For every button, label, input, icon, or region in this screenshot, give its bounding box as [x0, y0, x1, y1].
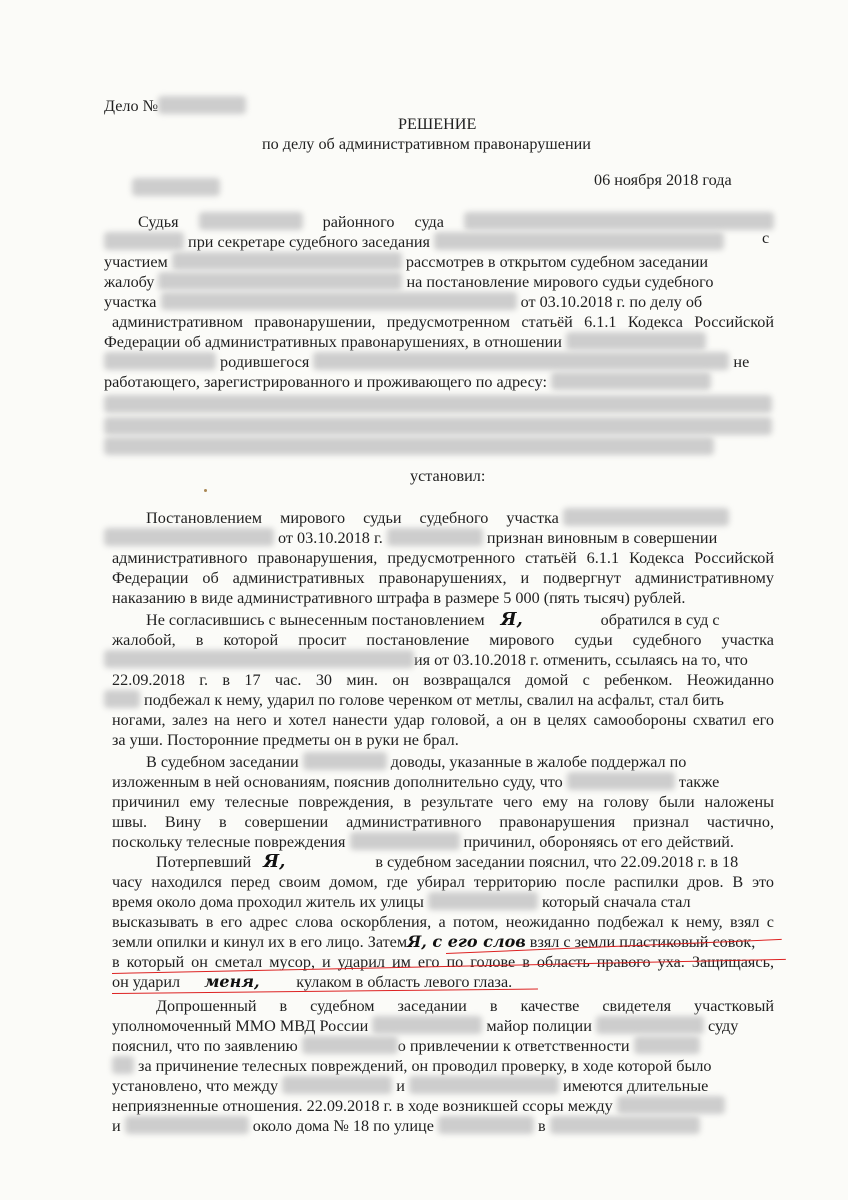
p2-line-7: за уши. Посторонние предметы он в руки не брал.: [112, 731, 459, 749]
redaction: [551, 372, 711, 390]
p4-line-5: [112, 932, 755, 952]
text: ия от 03.10.2018 г. отменить, ссылаясь на то, что: [414, 651, 748, 669]
redaction: [158, 272, 402, 290]
p1-line-5: наказанию в виде административного штрафа в размере 5 000 (пять тысяч) рублей.: [112, 589, 686, 607]
text: признан виновным в совершении: [486, 529, 718, 547]
p5-line-4: [112, 1056, 712, 1076]
redaction: [617, 1096, 725, 1114]
p3-line-5: [112, 832, 734, 852]
text: родившегося: [220, 353, 310, 371]
redaction: [409, 1076, 559, 1094]
address-redacted: [104, 395, 772, 415]
intro-line-7: [104, 332, 706, 352]
text: он ударил: [112, 973, 181, 991]
p1-line-3: административного правонарушения, предусмотренного статьёй 6.1.1 Кодекса Российской: [112, 549, 774, 567]
text: неприязненные отношения. 22.09.2018 г. в ходе возникшей ссоры между: [112, 1097, 613, 1115]
redaction: [161, 292, 517, 310]
p4-line-2: часу находился перед своим домом, где убирал территорию после распилки дров. В это: [112, 873, 774, 891]
redaction: [566, 332, 706, 350]
p5-line-7: [112, 1116, 700, 1136]
redaction: [550, 1116, 700, 1134]
intro-line-2: [104, 232, 724, 252]
address-redacted: [104, 437, 714, 457]
p4-line-4: высказывать в его адрес слова оскорбления, а потом, неожиданно подбежал к нему, взял с: [112, 913, 774, 931]
text: о привлечении к ответственности: [397, 1037, 630, 1055]
p2-line-3: [104, 650, 748, 670]
p1-line-4: Федерации об административных правонарушениях, и подвергнут административному: [112, 569, 774, 587]
text: причинил, обороняясь от его действий.: [463, 833, 734, 851]
text: уполномоченный ММО МВД России: [112, 1017, 369, 1035]
text: от 03.10.2018 г. по делу об: [520, 293, 703, 311]
speck: [204, 489, 207, 492]
text: с: [762, 229, 770, 247]
text: суду: [707, 1017, 739, 1035]
intro-line-6: административном правонарушении, предусмотренном статьёй 6.1.1 Кодекса Российской: [112, 313, 774, 331]
p5-line-6: [112, 1096, 725, 1116]
p3-line-1: [146, 752, 686, 772]
redaction: [350, 832, 460, 850]
document-subtitle: по делу об административном правонарушении: [262, 135, 591, 153]
text: на постановление мирового судьи судебного: [406, 273, 714, 291]
redaction: [199, 212, 303, 230]
text: около дома № 18 по улице: [252, 1117, 434, 1135]
text: взял с земли пластиковый совок,: [529, 933, 756, 951]
p1-line-1: [146, 508, 729, 528]
redaction: [372, 1016, 482, 1034]
p2-line-6: ногами, залез на него и хотел нанести удар головой, а он в целях самообороны схватил его: [112, 711, 774, 729]
text: работающего, зарегистрированного и проживающего по адресу:: [104, 373, 547, 391]
text: земли опилки и кинул их в его лицо. Затем: [112, 933, 408, 951]
text: Потерпевший: [156, 853, 252, 871]
redaction: [104, 437, 714, 455]
redaction: [172, 252, 402, 270]
redaction: [387, 528, 483, 546]
redaction: [563, 508, 729, 526]
text: установлено, что между: [112, 1077, 279, 1095]
redaction: [104, 690, 140, 708]
address-redacted: [104, 417, 772, 437]
redaction: [104, 352, 216, 370]
p3-line-2: [112, 772, 719, 792]
text: подбежал к нему, ударил по голове черенком от метлы, свалил на асфальт, стал бить: [144, 691, 724, 709]
location-redacted: [132, 178, 220, 198]
redaction: [104, 528, 274, 546]
handwritten-insert: меня,: [204, 972, 260, 991]
handwritten-insert: Я,: [263, 851, 286, 872]
handwritten-insert: Я,: [500, 609, 523, 630]
p3-line-3: причинил ему телесные повреждения, в результате чего ему на голову были наложены: [112, 793, 774, 811]
text: также: [678, 773, 720, 791]
text: Постановлением мирового судьи судебного участка: [146, 509, 559, 527]
redaction: [104, 417, 772, 435]
redaction: [282, 1076, 392, 1094]
intro-line-5: [104, 292, 702, 312]
p2-line-4: 22.09.2018 г. в 17 час. 30 мин. он возвращался домой с ребенком. Неожиданно: [112, 671, 774, 689]
text: от 03.10.2018 г.: [278, 529, 383, 547]
redaction: [132, 178, 220, 196]
text: участием: [104, 253, 168, 271]
text: и: [396, 1077, 405, 1095]
intro-line-9: [104, 372, 711, 392]
redaction: [438, 1116, 534, 1134]
text: который сначала стал: [542, 893, 691, 911]
text: при секретаре судебного заседания: [188, 233, 430, 251]
redaction: [158, 96, 246, 114]
intro-line-4: [104, 272, 713, 292]
p2-line-2: жалобой, в которой просит постановление мирового судьи судебного участка: [112, 631, 774, 649]
case-number: [104, 96, 246, 116]
p5-line-2: [112, 1016, 738, 1036]
redaction: [313, 352, 729, 370]
p2-line-5: [104, 690, 724, 710]
redaction: [567, 772, 675, 790]
handwritten-insert: Я, с его слов: [407, 932, 526, 951]
text: имеются длительные: [562, 1077, 709, 1095]
p3-line-4: швы. Вину в совершении административного правонарушения признал частично,: [112, 813, 774, 831]
case-label: Дело №: [104, 97, 159, 115]
text: Не согласившись с вынесенным постановлением: [146, 611, 485, 629]
redaction: [596, 1016, 704, 1034]
p5-line-5: [112, 1076, 708, 1096]
text: обратился в суд с: [600, 611, 720, 629]
redaction: [125, 1116, 249, 1134]
p2-line-1: [146, 610, 720, 630]
text: поскольку телесные повреждения: [112, 833, 346, 851]
p4-line-3: [112, 892, 691, 912]
text: в: [537, 1117, 546, 1135]
text: доводы, указанные в жалобе поддержал по: [390, 753, 687, 771]
redaction: [104, 232, 184, 250]
p1-line-2: [104, 528, 717, 548]
text: участка: [104, 293, 157, 311]
text: и: [112, 1117, 121, 1135]
text: рассмотрев в открытом судебном заседании: [405, 253, 709, 271]
redaction: [428, 892, 538, 910]
redaction: [302, 1036, 398, 1054]
redaction: [104, 395, 772, 413]
text: майор полиции: [486, 1017, 592, 1035]
text: изложенным в ней основаниям, пояснив дополнительно суду, что: [112, 773, 563, 791]
p4-line-6: в который он сметал мусор, и ударил им его по голове в область правого уха. Защищаясь,: [112, 953, 774, 971]
intro-line-1: [112, 212, 774, 232]
redaction: [104, 650, 414, 668]
intro-line-3: [104, 252, 708, 272]
text: В судебном заседании: [146, 753, 299, 771]
document-title: РЕШЕНИЕ: [398, 115, 477, 133]
text: Федерации об административных правонарушениях, в отношении: [104, 333, 562, 351]
text: время около дома проходил житель их улицы: [112, 893, 424, 911]
text: за причинение телесных повреждений, он проводил проверку, в ходе которой было: [138, 1057, 712, 1075]
p4-line-1: [156, 852, 738, 872]
text: районного суда: [322, 213, 444, 231]
text: пояснил, что по заявлению: [112, 1037, 298, 1055]
text: в судебном заседании пояснил, что 22.09.2018 г. в 18: [375, 853, 739, 871]
text: кулаком в область левого глаза.: [296, 973, 513, 991]
redaction: [464, 212, 774, 230]
text: не: [733, 353, 750, 371]
text: Судья: [138, 213, 179, 231]
intro-line-8: [104, 352, 749, 372]
p5-line-3: [112, 1036, 700, 1056]
redaction: [434, 232, 724, 250]
redaction: [634, 1036, 700, 1054]
redaction: [303, 752, 387, 770]
redaction: [112, 1056, 134, 1074]
p5-line-1: Допрошенный в судебном заседании в качестве свидетеля участковый: [156, 997, 774, 1015]
decision-date: 06 ноября 2018 года: [594, 171, 732, 189]
text: жалобу: [104, 273, 155, 291]
section-heading: установил:: [410, 467, 486, 485]
